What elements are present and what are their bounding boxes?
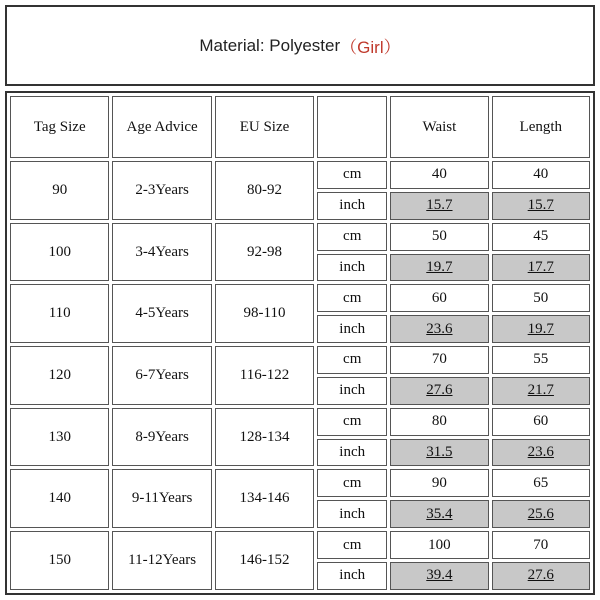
unit-cm-cell: cm <box>317 408 387 436</box>
waist-cm-cell: 50 <box>390 223 488 251</box>
age-advice-cell: 2-3Years <box>112 161 211 220</box>
unit-cm-cell: cm <box>317 284 387 312</box>
title-gender: （Girl） <box>340 38 401 57</box>
age-advice-cell: 11-12Years <box>112 531 211 590</box>
age-advice-cell: 4-5Years <box>112 284 211 343</box>
table-row <box>10 346 590 374</box>
length-inch-cell: 21.7 <box>492 377 590 405</box>
length-inch-cell: 17.7 <box>492 254 590 282</box>
length-cm-cell: 65 <box>492 469 590 497</box>
eu-size-cell: 92-98 <box>215 223 314 282</box>
waist-inch-cell: 27.6 <box>390 377 488 405</box>
length-cm-cell: 60 <box>492 408 590 436</box>
waist-inch-cell: 35.4 <box>390 500 488 528</box>
length-cm-cell: 40 <box>492 161 590 189</box>
title-material: Material: Polyester <box>199 35 341 55</box>
eu-size-cell: 80-92 <box>215 161 314 220</box>
table-body <box>10 161 590 590</box>
length-cm-cell: 70 <box>492 531 590 559</box>
unit-cm-cell: cm <box>317 469 387 497</box>
eu-size-cell: 146-152 <box>215 531 314 590</box>
waist-cm-cell: 60 <box>390 284 488 312</box>
table-row <box>10 469 590 497</box>
length-cm-cell: 45 <box>492 223 590 251</box>
size-table <box>5 91 595 595</box>
header-unit <box>317 96 387 158</box>
tag-size-cell: 130 <box>10 408 109 467</box>
table-row <box>10 161 590 189</box>
unit-cm-cell: cm <box>317 346 387 374</box>
tag-size-cell: 90 <box>10 161 109 220</box>
eu-size-cell: 134-146 <box>215 469 314 528</box>
waist-inch-cell: 15.7 <box>390 192 488 220</box>
unit-inch-cell: inch <box>317 192 387 220</box>
size-chart <box>5 5 595 595</box>
unit-cm-cell: cm <box>317 161 387 189</box>
waist-inch-cell: 31.5 <box>390 439 488 467</box>
unit-inch-cell: inch <box>317 500 387 528</box>
length-inch-cell: 27.6 <box>492 562 590 590</box>
tag-size-cell: 140 <box>10 469 109 528</box>
length-inch-cell: 15.7 <box>492 192 590 220</box>
waist-cm-cell: 90 <box>390 469 488 497</box>
waist-inch-cell: 39.4 <box>390 562 488 590</box>
tag-size-cell: 100 <box>10 223 109 282</box>
unit-inch-cell: inch <box>317 439 387 467</box>
unit-inch-cell: inch <box>317 254 387 282</box>
eu-size-cell: 98-110 <box>215 284 314 343</box>
waist-cm-cell: 80 <box>390 408 488 436</box>
title-banner <box>5 5 595 86</box>
waist-cm-cell: 70 <box>390 346 488 374</box>
unit-cm-cell: cm <box>317 223 387 251</box>
table-row <box>10 408 590 436</box>
length-inch-cell: 19.7 <box>492 315 590 343</box>
header-length: Length <box>492 96 590 158</box>
waist-cm-cell: 40 <box>390 161 488 189</box>
tag-size-cell: 110 <box>10 284 109 343</box>
table-header-row <box>10 96 590 158</box>
waist-inch-cell: 19.7 <box>390 254 488 282</box>
length-cm-cell: 55 <box>492 346 590 374</box>
waist-cm-cell: 100 <box>390 531 488 559</box>
age-advice-cell: 6-7Years <box>112 346 211 405</box>
eu-size-cell: 128-134 <box>215 408 314 467</box>
header-age-advice: Age Advice <box>112 96 211 158</box>
unit-inch-cell: inch <box>317 315 387 343</box>
eu-size-cell: 116-122 <box>215 346 314 405</box>
length-inch-cell: 23.6 <box>492 439 590 467</box>
age-advice-cell: 9-11Years <box>112 469 211 528</box>
table-row <box>10 223 590 251</box>
age-advice-cell: 8-9Years <box>112 408 211 467</box>
tag-size-cell: 150 <box>10 531 109 590</box>
table-row <box>10 284 590 312</box>
header-tag-size: Tag Size <box>10 96 109 158</box>
waist-inch-cell: 23.6 <box>390 315 488 343</box>
table-row <box>10 531 590 559</box>
tag-size-cell: 120 <box>10 346 109 405</box>
length-inch-cell: 25.6 <box>492 500 590 528</box>
header-waist: Waist <box>390 96 488 158</box>
unit-cm-cell: cm <box>317 531 387 559</box>
unit-inch-cell: inch <box>317 377 387 405</box>
header-eu-size: EU Size <box>215 96 314 158</box>
age-advice-cell: 3-4Years <box>112 223 211 282</box>
length-cm-cell: 50 <box>492 284 590 312</box>
unit-inch-cell: inch <box>317 562 387 590</box>
